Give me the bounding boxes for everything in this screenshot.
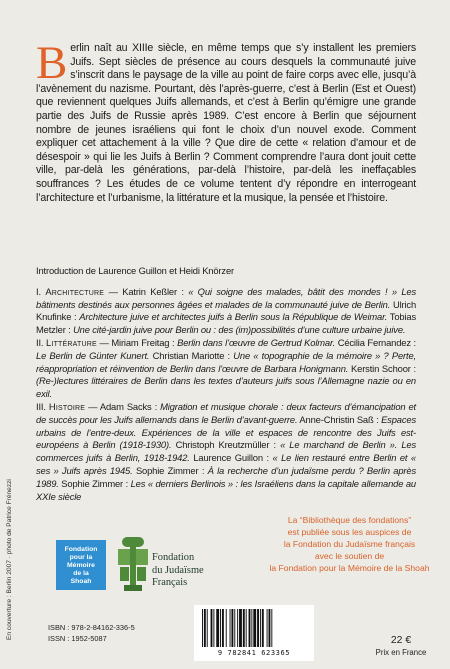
series-notice [262,514,437,574]
contributor-name: Christian Mariotte : [149,349,234,361]
barcode-bar [243,609,245,647]
barcode-bar [260,609,261,647]
barcode [194,605,314,661]
contributor-name: Laurence Guillon : [189,452,273,464]
notice-line: avec le soutien de [314,551,385,561]
notice-line: la Fondation pour la Mémoire de la Shoah [269,563,430,573]
contributor-name: Ulrich Knufinke : [36,298,417,323]
barcode-bar [237,609,238,647]
section-title: Littérature [46,336,97,348]
issn-line: ISSN : 1952-5087 [48,634,107,643]
contributor-name: Kerstin Schoor : [348,362,416,374]
barcode-bar [226,609,227,647]
contribution-title: À la recherche d’un judaïsme perdu ? Berlin après 1989. [36,464,417,489]
price-block [370,634,432,658]
contents-section [36,401,416,503]
shoah-logo-line: Mémoire [67,562,95,569]
isbn-issn-block [48,622,135,644]
price-label: Prix en France [375,648,427,657]
barcode-bar [271,609,272,647]
notice-line: La “Bibliothèque des fondations” [287,515,412,525]
contribution-title: Une cité-jardin juive pour Berlin ou : des (im)possibilités d’une culture urbaine juive. [73,324,406,336]
price-amount: 22 € [390,635,412,646]
contribution-title: Berlin dans l’œuvre de Gertrud Kolmar. [177,336,336,348]
barcode-bar [253,609,256,647]
contents-section [36,337,416,401]
intro-text: erlin naît au XIIIe siècle, en même temps que s’y installent les premiers Juifs. Sept siècles de présence au cours desquels la communauté juive s’inscrit dans le paysage de la ville au point de faire corps avec elle, jusqu’à l’avènement du nazisme. Pourtant, dès l’après-guerre, c’est à Berlin (Est et Ouest) que reviennent quelques Juifs allemands, et c’est à Berlin qu’émigre une grande partie des Juifs de Russie après 1989. C’est encore à Berlin que séjournent nombre de jeunes israéliens qui font le choix d’un nouvel exode. Comment expliquer cet attachement à la ville ? Que dire de cette « relation d’amour et de désespoir » qui lie les Juifs à Berlin ? Comment comprendre l’aura dont jouit cette ville, par-delà les générations, par-delà l’histoire, par-delà les ineffaçables souffrances ? Les études de ce volume tentent d’y répondre en interrogeant l’architecture et l’urbanisme, la littérature et la musique, la pensée et l’histoire. [36,42,416,204]
section-number: III. [36,400,46,412]
contribution-title: Le Berlin de Günter Kunert. [36,349,150,361]
fondation-judaisme-francais-emblem [118,537,148,591]
contributor-name: — Adam Sacks : [85,400,161,412]
fdjf-logo-line: Français [152,577,188,589]
shoah-logo-line: de la [73,570,89,577]
barcode-bar [269,609,271,647]
barcode-number: 9 782841 623365 [217,649,291,657]
barcode-bar [230,609,231,647]
barcode-bar [222,609,224,647]
notice-line: est publiée sous les auspices de [287,527,412,537]
section-title: Histoire [48,400,86,412]
contributor-name: — Miriam Freitag : [96,336,178,348]
table-of-contents [36,265,416,503]
barcode-bar [251,609,252,647]
shoah-logo-line: Shoah [70,578,92,585]
contribution-title: Une « topographie de la mémoire » ? Perte, réappropriation et réinvention de Berlin dans l’œuvre de Barbara Honigmann. [36,349,416,374]
section-number: I. [36,285,41,297]
barcode-bar [246,609,247,647]
contribution-title: « Le marchand de Berlin ». Les commerces juifs à Berlin, 1918-1942. [36,439,416,464]
section-title: Architecture [45,285,105,297]
barcode-bar [267,609,268,647]
barcode-bar [211,609,213,647]
contribution-title: Espaces urbains de l’entre-deux. Expériences de la ville et espaces de rencontre des Juifs est-européens à Berlin (1918-1930). [36,413,416,451]
contributor-name: Sophie Zimmer : [132,464,208,476]
introduction-credit: Introduction de Laurence Guillon et Heidi Knörzer [36,265,234,276]
contributor-name: Tobias Metzler : [36,311,416,336]
contribution-title: Les « derniers Berlinois » : les Israéliens dans la capitale allemande au XXIe siècle [36,477,416,502]
contributor-name: — Katrin Keßler : [104,285,189,297]
barcode-bars [202,609,306,649]
section-number: II. [36,336,44,348]
fdjf-logo-line: Fondation [152,552,195,563]
barcode-bar [262,609,264,647]
barcode-bar [204,609,206,647]
barcode-bar [231,609,233,647]
contributor-name: Cécilia Fernandez : [335,336,416,348]
contribution-title: Migration et musique chorale : deux facteurs d’émancipation et de succès pour les Juifs allemands dans le Berlin d’avant-guerre. [36,400,417,425]
contributor-name: Sophie Zimmer : [58,477,131,489]
shoah-logo-line: pour la [69,554,93,561]
barcode-bar [202,609,203,647]
fondation-judaisme-francais-wordmark [152,552,204,590]
fondation-memoire-shoah-logo [56,540,106,590]
barcode-bar [213,609,214,647]
barcode-bar [220,609,221,647]
contents-sections [36,286,416,504]
barcode-bar [239,609,242,647]
barcode-bar [234,609,235,647]
contributor-name: Anne-Christin Saß : [297,413,382,425]
contribution-title: Architecture juive et architectes juifs à Berlin sous la République de Weimar. [79,311,388,323]
barcode-bar [207,609,208,647]
contribution-title: « Qui soigne des malades, bâtit des mondes ! » Les bâtiments destinés aux personnes âgées et malades de la communauté juive de Berlin. [36,285,416,310]
barcode-bar [249,609,251,647]
cover-photo-credit: En couverture : Berlin 2007 · photo de Patrice Frénezzi [6,479,13,640]
contributor-name: Christoph Kreutzmüller : [171,439,281,451]
fdjf-logo-line: du Judaïsme [152,564,204,576]
contents-section [36,286,416,337]
barcode-bar [257,609,259,647]
drop-cap: B [36,37,68,89]
shoah-logo-line: Fondation [64,546,98,553]
barcode-bar [216,609,219,647]
isbn-line: ISBN : 978-2-84162-336-5 [48,623,135,632]
contribution-title: (Re-)lectures littéraires de Berlin dans les textes d’auteurs juifs sous l’Allemagne nazie ou en exil. [36,375,416,400]
contribution-title: « Le lien restauré entre Berlin et « ses » Juifs après 1945. [36,452,416,476]
intro-paragraph [36,37,416,205]
notice-line: la Fondation du Judaïsme français [283,539,416,549]
